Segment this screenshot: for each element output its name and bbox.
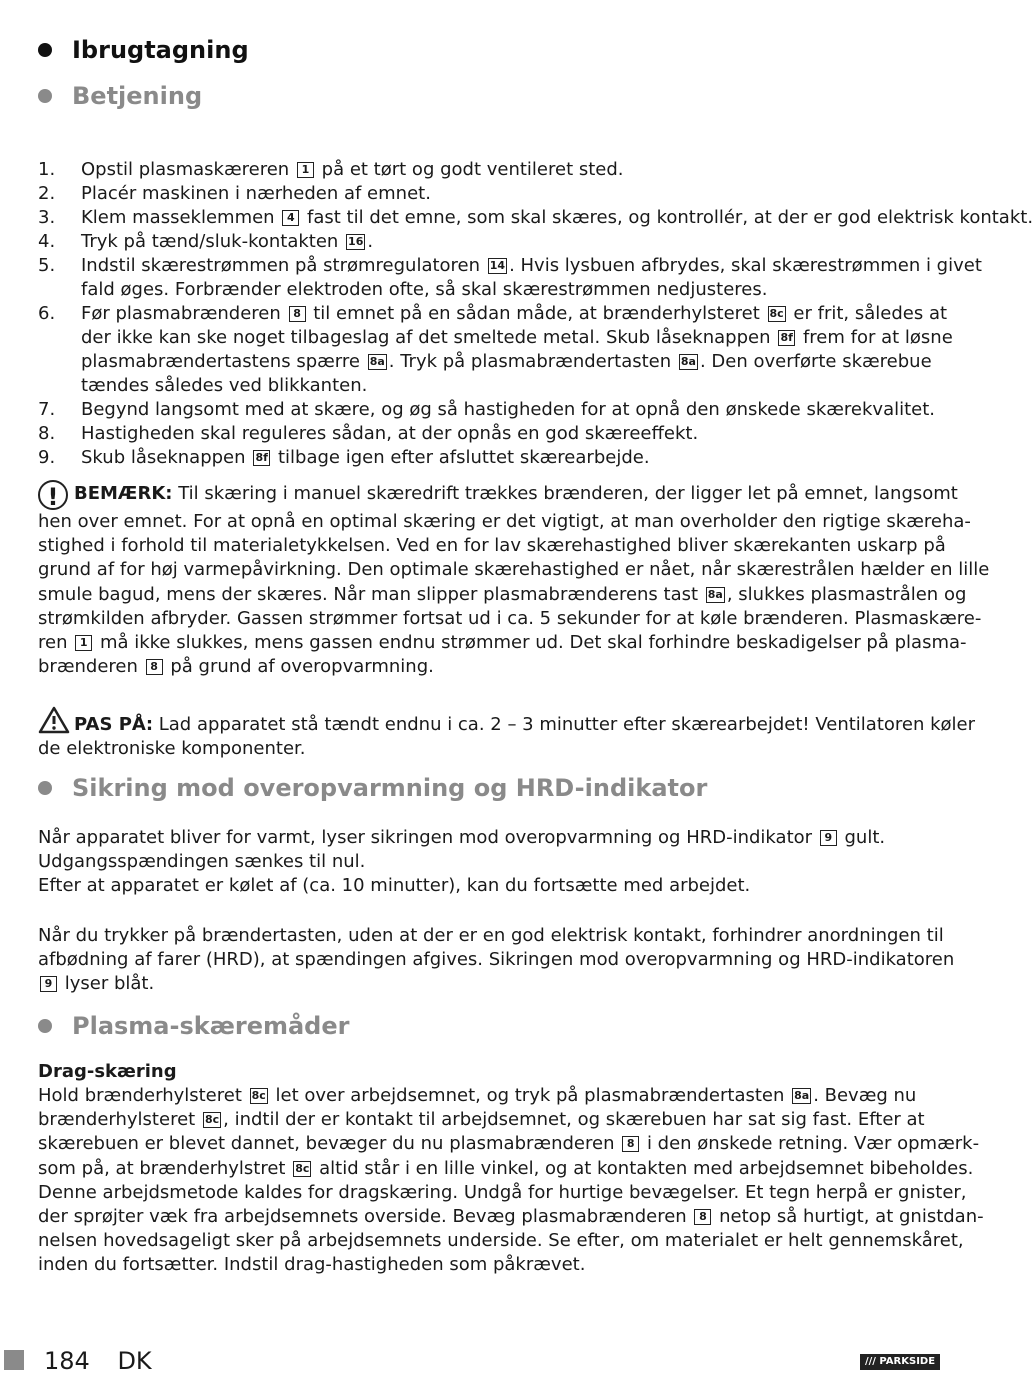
reference-number-badge: 8a bbox=[794, 1089, 810, 1102]
reference-number-badge: 8a bbox=[369, 355, 385, 368]
heading-text: Sikring mod overopvarmning og HRD-indikator bbox=[72, 774, 708, 802]
text-line: Begynd langsomt med at skære, og øg så hastigheden for at opnå den ønskede skærekvalitet. bbox=[81, 399, 936, 420]
reference-number-badge: 8c bbox=[204, 1113, 220, 1127]
text-line: Når apparatet bliver for varmt, lyser sikringen mod overopvarmning og HRD-indikator 9 gult. bbox=[38, 827, 886, 848]
text-line: de elektroniske komponenter. bbox=[38, 738, 306, 760]
text-line: tændes således ved blikkanten. bbox=[81, 375, 368, 396]
text-line: brænderhylsteret 8c , indtil der er kontakt til arbejdsemnet, og skærebuen har sat sig fast. Efter at bbox=[38, 1109, 925, 1131]
step-text bbox=[81, 422, 918, 446]
step-text bbox=[81, 206, 1033, 230]
step-item bbox=[38, 158, 918, 182]
reference-number-badge: 14 bbox=[489, 259, 506, 272]
text-line: brænderen 8 på grund af overopvarmning. bbox=[38, 656, 434, 678]
reference-number-badge: 8 bbox=[146, 659, 163, 675]
reference-number-badge: 8a bbox=[707, 587, 723, 601]
step-text bbox=[81, 182, 918, 206]
text-line: Klem masseklemmen 4 fast til det emne, som skal skæres, og kontrollér, at der er god elektrisk kontakt. bbox=[81, 207, 1033, 228]
reference-number-badge: 8f bbox=[253, 450, 270, 466]
operation-steps-list bbox=[38, 158, 1033, 470]
heading-text: Ibrugtagning bbox=[72, 36, 249, 64]
bullet-icon bbox=[38, 43, 52, 57]
text-line: der sprøjter væk fra arbejdsemnets overside. Bevæg plasmabrænderen 8 netop så hurtigt, at gnistdan- bbox=[38, 1206, 984, 1228]
step-text bbox=[81, 302, 953, 398]
text-line: ! BEMÆRK: Til skæring i manuel skæredrift trækkes brænderen, der ligger let på emnet, langsomt bbox=[38, 480, 918, 510]
text-line: Udgangsspændingen sænkes til nul. bbox=[38, 851, 366, 873]
reference-number-badge: 1 bbox=[75, 635, 92, 651]
text-line: hen over emnet. For at opnå en optimal skæring er det vigtigt, at man overholder den rigtige skæreha- bbox=[38, 511, 971, 532]
note-paragraph bbox=[38, 480, 990, 679]
text-line: nelsen hovedsageligt sker på arbejdsemnets underside. Se efter, om materialet er helt gennemskåret, bbox=[38, 1230, 964, 1252]
page-number: 184 bbox=[44, 1347, 90, 1375]
step-item bbox=[38, 302, 953, 398]
reference-number-badge: 1 bbox=[297, 162, 314, 178]
text-line: stighed i forhold til materialetykkelsen. Ved en for lav skærehastighed bliver skærekanten uskarp på bbox=[38, 535, 946, 557]
step-item bbox=[38, 398, 936, 422]
reference-number-badge: 4 bbox=[282, 210, 299, 226]
footer-marker bbox=[4, 1350, 24, 1370]
text-line: inden du fortsætter. Indstil drag-hastigheden som påkrævet. bbox=[38, 1254, 586, 1276]
reference-number-badge: 9 bbox=[40, 976, 57, 992]
text-line: Hastigheden skal reguleres sådan, at der opnås en god skæreeffekt. bbox=[81, 423, 699, 444]
step-number: 9. bbox=[38, 447, 56, 468]
text-line: der ikke kan ske noget tilbageslag af det smeltede metal. Skub låseknappen 8f frem for at løsne bbox=[81, 327, 953, 348]
step-text bbox=[81, 254, 982, 302]
reference-number-badge: 9 bbox=[820, 830, 837, 846]
step-number: 6. bbox=[38, 303, 56, 324]
text-line: PAS PÅ: Lad apparatet stå tændt endnu i ca. 2 – 3 minutter efter skærearbejdet! Ventilatoren køler bbox=[38, 706, 918, 737]
overheat-paragraph-1 bbox=[38, 826, 918, 899]
text-line: smule bagud, mens der skæres. Når man slipper plasmabrænderens tast 8a , slukkes plasmastrålen og bbox=[38, 583, 967, 605]
language-code: DK bbox=[117, 1347, 152, 1375]
text-line: fald øges. Forbrænder elektroden ofte, så skal skærestrømmen nedjusteres. bbox=[81, 279, 768, 300]
drag-cutting-paragraph bbox=[38, 1084, 984, 1278]
text-line: ren 1 må ikke slukkes, mens gassen endnu strømmer ud. Det skal forhindre beskadigelser på plasma- bbox=[38, 632, 967, 654]
step-item bbox=[38, 206, 1033, 230]
heading-text: Betjening bbox=[72, 82, 203, 110]
text-line: plasmabrændertastens spærre 8a . Tryk på plasmabrændertasten 8a . Den overførte skærebue bbox=[81, 351, 932, 372]
text-line: Før plasmabrænderen 8 til emnet på en sådan måde, at brænderhylsteret 8c er frit, således at bbox=[81, 303, 948, 324]
step-number: 8. bbox=[38, 423, 56, 444]
text-line: grund af for høj varmepåvirkning. Den optimale skærehastighed er nået, når skærestrålen hælder en lille bbox=[38, 559, 990, 581]
step-item bbox=[38, 422, 918, 446]
drag-cutting-title: Drag-skæring bbox=[38, 1061, 177, 1082]
caution-label: PAS PÅ: bbox=[74, 714, 154, 735]
text-line: Indstil skærestrømmen på strømregulatoren 14 . Hvis lysbuen afbrydes, skal skærestrømmen i givet bbox=[81, 255, 982, 276]
text-line: 9 lyser blåt. bbox=[38, 972, 918, 996]
text-line: Opstil plasmaskæreren 1 på et tørt og godt ventileret sted. bbox=[81, 159, 624, 180]
step-number: 1. bbox=[38, 159, 56, 180]
step-number: 2. bbox=[38, 183, 56, 204]
reference-number-badge: 8 bbox=[694, 1209, 711, 1225]
reference-number-badge: 8c bbox=[769, 307, 784, 320]
bullet-icon bbox=[38, 781, 52, 795]
warning-triangle-icon bbox=[38, 706, 70, 734]
step-text bbox=[81, 398, 935, 422]
section-heading-plasma-modes bbox=[38, 1012, 349, 1040]
step-number: 5. bbox=[38, 255, 56, 276]
reference-number-badge: 8 bbox=[622, 1136, 639, 1152]
text-line: Efter at apparatet er kølet af (ca. 10 minutter), kan du fortsætte med arbejdet. bbox=[38, 875, 751, 897]
step-number: 7. bbox=[38, 399, 56, 420]
reference-number-badge: 8f bbox=[778, 330, 795, 346]
step-item bbox=[38, 446, 918, 470]
reference-number-badge: 8a bbox=[680, 355, 696, 368]
step-text bbox=[81, 446, 918, 470]
step-text bbox=[81, 230, 918, 254]
reference-number-badge: 16 bbox=[348, 235, 364, 248]
text-line: Denne arbejdsmetode kaldes for dragskæring. Undgå for hurtige bevægelser. Et tegn herpå er gnister, bbox=[38, 1181, 967, 1203]
page-footer bbox=[44, 1347, 152, 1375]
text-line: som på, at brænderhylstret 8c altid står i en lille vinkel, og at kontakten med arbejdsemnet bibeholdes. bbox=[38, 1157, 974, 1179]
caution-paragraph bbox=[38, 706, 976, 761]
step-item bbox=[38, 182, 918, 206]
step-number: 4. bbox=[38, 231, 56, 252]
section-heading-overheat bbox=[38, 774, 707, 802]
text-line: skærebuen er blevet dannet, bevæger du nu plasmabrænderen 8 i den ønskede retning. Vær opmærk- bbox=[38, 1133, 980, 1155]
reference-number-badge: 8 bbox=[289, 306, 306, 322]
section-heading-betjening bbox=[38, 82, 202, 110]
step-item bbox=[38, 254, 982, 302]
reference-number-badge: 8c bbox=[251, 1089, 266, 1102]
step-text bbox=[81, 158, 918, 182]
reference-number-badge: 8c bbox=[295, 1161, 310, 1175]
text-line: strømkilden afbryder. Gassen strømmer fortsat ud i ca. 5 sekunder for at køle brænderen. Plasmaskære- bbox=[38, 607, 982, 629]
bullet-icon bbox=[38, 89, 52, 103]
parkside-logo: /// PARKSIDE bbox=[860, 1354, 940, 1370]
step-item bbox=[38, 230, 918, 254]
text-line: Skub låseknappen 8f tilbage igen efter afsluttet skærearbejde. bbox=[81, 447, 650, 468]
text-line: Hold brænderhylsteret 8c let over arbejdsemnet, og tryk på plasmabrændertasten 8a . Bevæg nu bbox=[38, 1085, 917, 1106]
text-line: Når du trykker på brændertasten, uden at der er en god elektrisk kontakt, forhindrer anordningen til bbox=[38, 925, 944, 946]
overheat-paragraph-2 bbox=[38, 924, 955, 997]
note-label: BEMÆRK: bbox=[74, 483, 173, 504]
text-line: Placér maskinen i nærheden af emnet. bbox=[81, 183, 431, 204]
bullet-icon bbox=[38, 1019, 52, 1033]
text-line: afbødning af farer (HRD), at spændingen afgives. Sikringen mod overopvarmning og HRD-indikatoren bbox=[38, 949, 955, 971]
section-heading-ibrugtagning bbox=[38, 36, 249, 64]
exclamation-circle-icon: ! bbox=[38, 480, 68, 510]
heading-text: Plasma-skæremåder bbox=[72, 1012, 350, 1040]
step-number: 3. bbox=[38, 207, 56, 228]
text-line: Tryk på tænd/sluk-kontakten 16 . bbox=[81, 231, 374, 252]
